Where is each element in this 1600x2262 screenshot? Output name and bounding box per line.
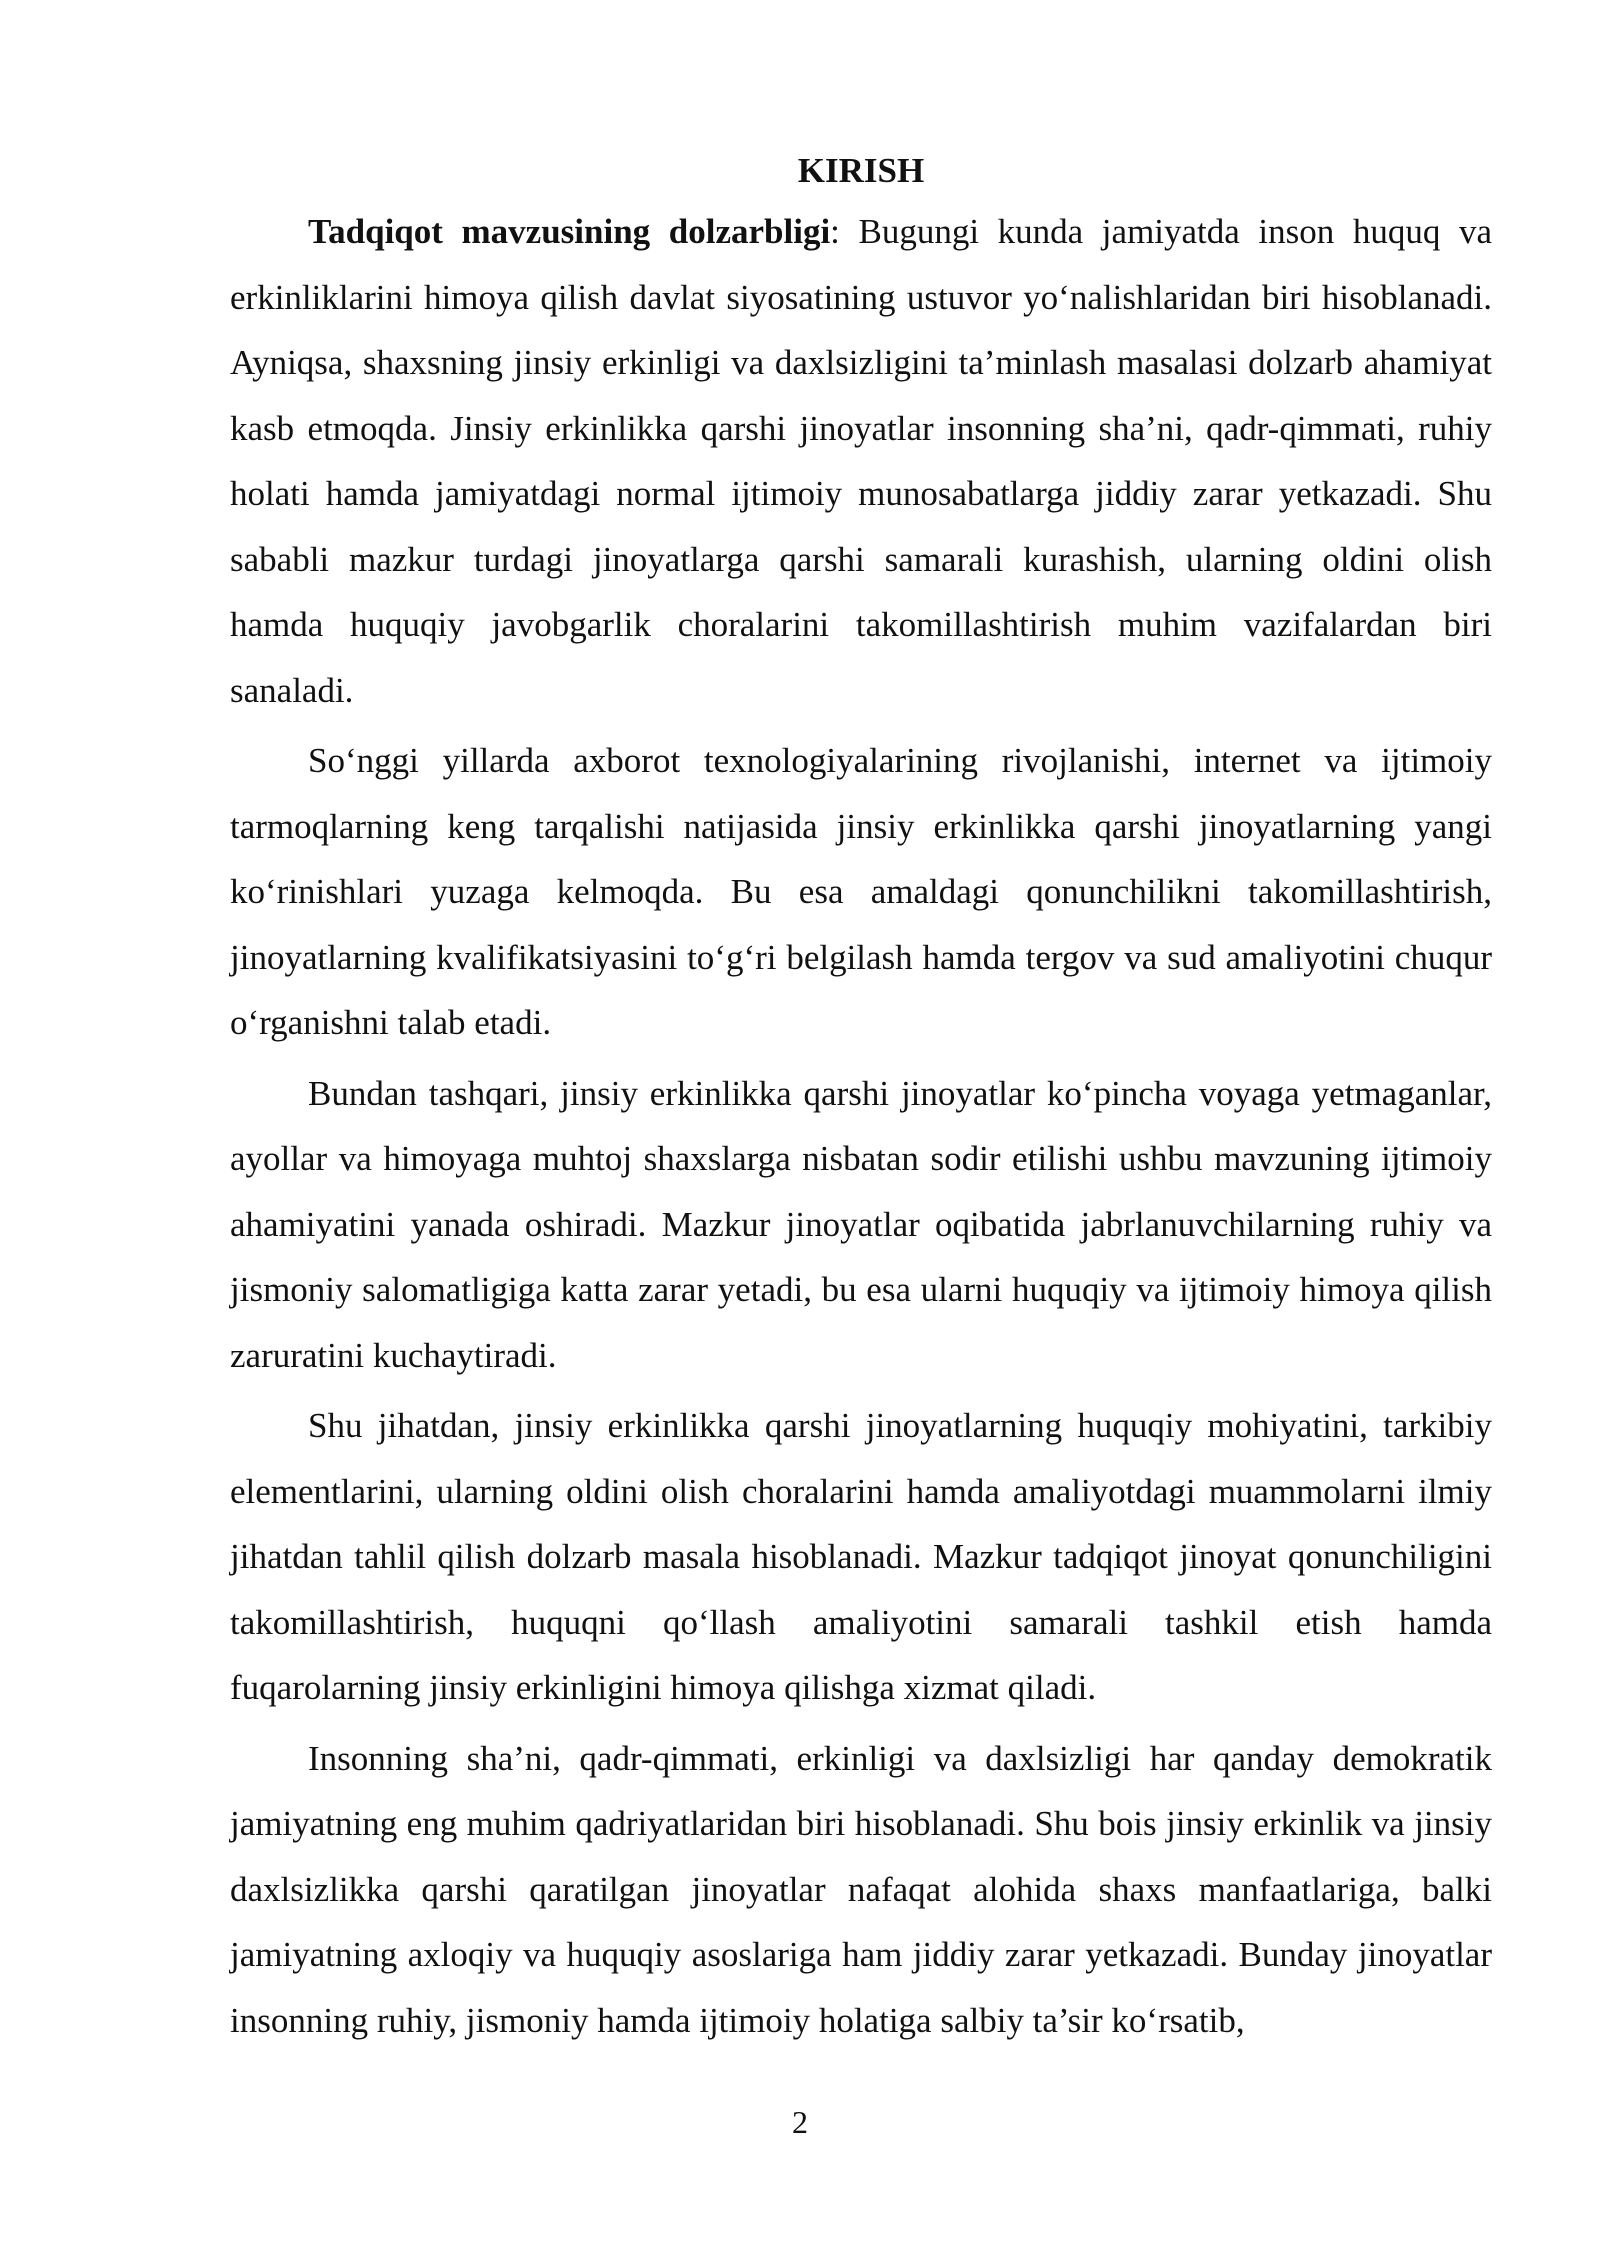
paragraph-3: Bundan tashqari, jinsiy erkinlikka qarshi jinoyatlar ko‘pincha voyaga yetmaganlar, ayollar va himoyaga muhtoj shaxslarga nisbatan sodir etilishi ushbu mavzuning ijtimoiy ahamiyatini yanada oshiradi. Mazkur jinoyatlar oqibatida jabrlanuvchilarning ruhiy va jismoniy salomatligiga katta zarar yetadi, bu esa ularni huquqiy va ijtimoiy himoya qilish zaruratini kuchaytiradi. (230, 1073, 1492, 1375)
paragraph-2: So‘nggi yillarda axborot texnologiyalarining rivojlanishi, internet va ijtimoiy tarmoqlarning keng tarqalishi natijasida jinsiy erkinlikka qarshi jinoyatlarning yangi ko‘rinishlari yuzaga kelmoqda. Bu esa amaldagi qonunchilikni takomillashtirish, jinoyatlarning kvalifikatsiyasini to‘g‘ri belgilash hamda tergov va sud amaliyotini chuqur o‘rganishni talab etadi. (230, 741, 1492, 1042)
paragraph-4: Shu jihatdan, jinsiy erkinlikka qarshi jinoyatlarning huquqiy mohiyatini, tarkibiy elementlarini, ularning oldini olish choralarini hamda amaliyotdagi muammolarni ilmiy jihatdan tahlil qilish dolzarb masala hisoblanadi. Mazkur tadqiqot jinoyat qonunchiligini takomillashtirish, huquqni qo‘llash amaliyotini samarali tashkil etish hamda fuqarolarning jinsiy erkinligini himoya qilishga xizmat qiladi. (230, 1406, 1492, 1707)
paragraph-5: Insonning sha’ni, qadr-qimmati, erkinligi va daxlsizligi har qanday demokratik jamiyatning eng muhim qadriyatlaridan biri hisoblanadi. Shu bois jinsiy erkinlik va jinsiy daxlsizlikka qarshi qaratilgan jinoyatlar nafaqat alohida shaxs manfaatlariga, balki jamiyatning axloqiy va huquqiy asoslariga ham jiddiy zarar yetkazadi. Bunday jinoyatlar insonning ruhiy, jismoniy hamda ijtimoiy holatiga salbiy ta’sir ko‘rsatib, (230, 1738, 1492, 2040)
page-body (230, 146, 1492, 2058)
relevance-text: : Bugungi kunda jamiyatda inson huquq va erkinliklarini himoya qilish davlat siyosatining ustuvor yo‘nalishlaridan biri hisoblanadi. Ayniqsa, shaxsning jinsiy erkinligi va daxlsizligini ta’minlash masalasi dolzarb ahamiyat kasb etmoqda. Jinsiy erkinlikka qarshi jinoyatlar insonning sha’ni, qadr-qimmati, ruhiy holati hamda jamiyatdagi normal ijtimoiy munosabatlarga jiddiy zarar yetkazadi. Shu sababli mazkur turdagi jinoyatlarga qarshi samarali kurashish, ularning oldini olish hamda huquqiy javobgarlik choralarini takomillashtirish muhim vazifalardan biri sanaladi. (230, 212, 1492, 710)
page-number: 2 (792, 2104, 808, 2140)
section-heading: KIRISH (797, 151, 925, 190)
paragraph-relevance (230, 199, 1492, 723)
relevance-lead: Tadqiqot mavzusining dolzarbligi (308, 212, 831, 251)
